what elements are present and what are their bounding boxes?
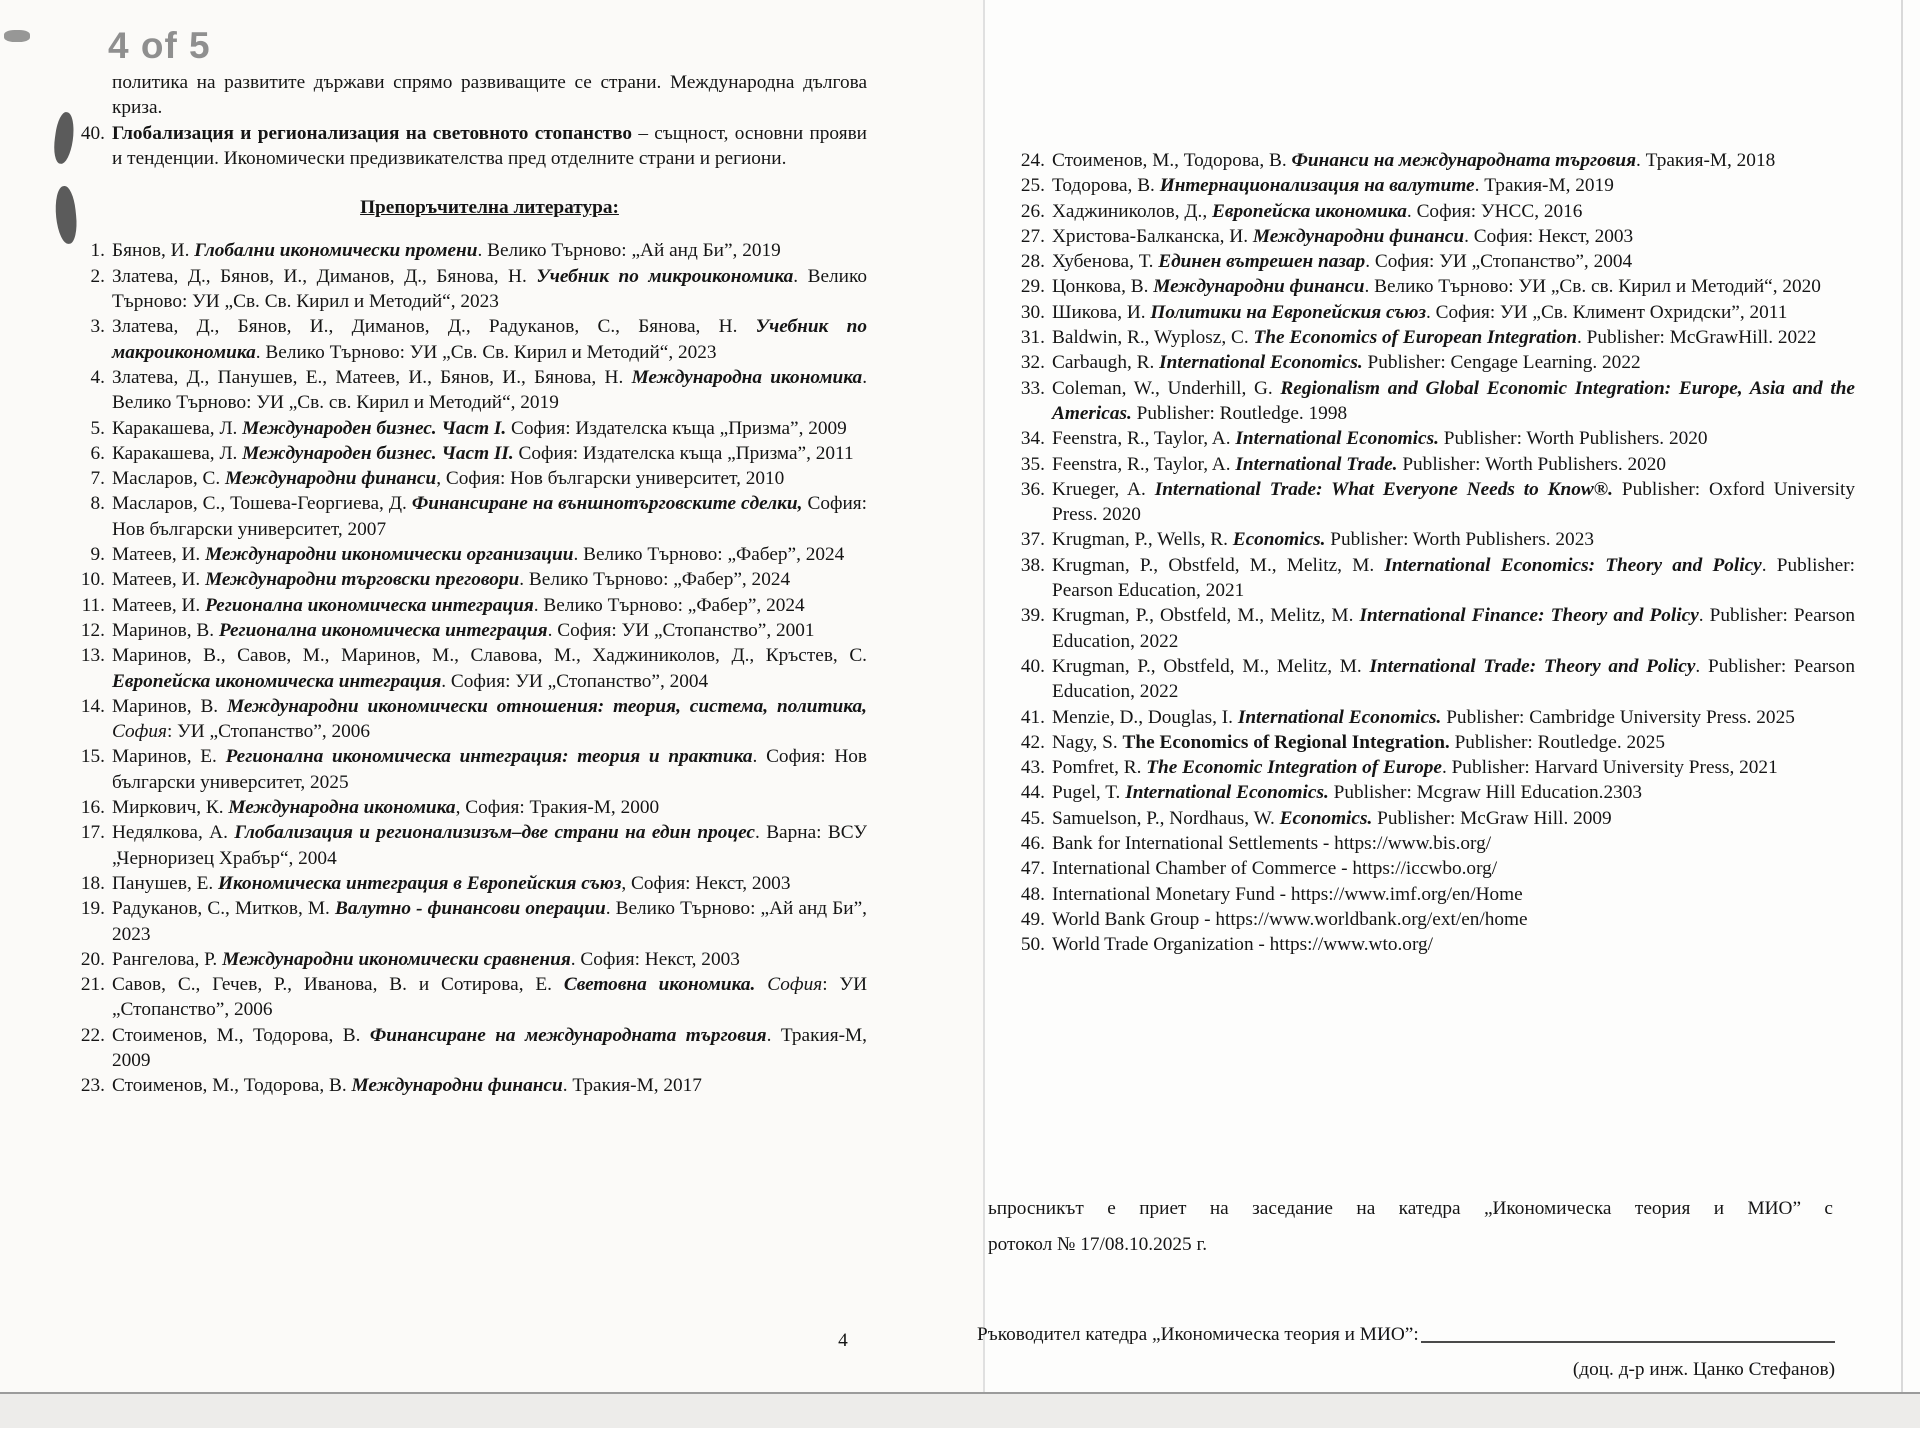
reference-text: Маринов, В. Регионална икономическа интеграция. София: УИ „Стопанство”, 2001 xyxy=(112,619,815,641)
reference-text: Шикова, И. Политики на Европейския съюз. София: УИ „Св. Климент Охридски”, 2011 xyxy=(1052,301,1788,323)
reference-text: Carbaugh, R. International Economics. Publisher: Cengage Learning. 2022 xyxy=(1052,352,1641,374)
reference-number: 50. xyxy=(1020,934,1045,956)
reference-number: 4. xyxy=(90,366,105,388)
reference-number: 20. xyxy=(80,948,105,970)
reference-item xyxy=(1015,199,1855,224)
reference-text: Krugman, P., Obstfeld, M., Melitz, M. International Economics: Theory and Policy. Publisher: Pearson Education, 2021 xyxy=(1052,554,1855,602)
reference-item xyxy=(75,871,867,896)
reference-text: Масларов, С., Тошева-Георгиева, Д. Финансиране на външнотърговските сделки, София: Нов български университет, 2007 xyxy=(112,493,868,540)
reference-item xyxy=(75,744,867,795)
reference-item xyxy=(1015,705,1855,730)
reference-number: 30. xyxy=(1020,301,1045,323)
reference-text: Савов, С., Гечев, Р., Иванова, В. и Сотирова, Е. Световна икономика. София: УИ „Стопанство”, 2006 xyxy=(112,974,868,1021)
reference-text: Масларов, С. Международни финанси, София: Нов български университет, 2010 xyxy=(112,468,785,490)
reference-number: 7. xyxy=(90,468,105,490)
signature-label: Ръководител катедра „Икономическа теория и МИО”: xyxy=(977,1324,1419,1345)
reference-number: 6. xyxy=(90,442,105,464)
reference-number: 35. xyxy=(1020,453,1045,475)
page-right xyxy=(1015,148,1855,958)
reference-item xyxy=(1015,300,1855,325)
page-left xyxy=(75,70,867,1099)
topic-number: 40. xyxy=(80,122,105,144)
reference-number: 34. xyxy=(1020,428,1045,450)
approval-note-line2: ротокол № 17/08.10.2025 г. xyxy=(988,1234,1208,1256)
reference-number: 42. xyxy=(1020,731,1045,753)
reference-number: 23. xyxy=(80,1075,105,1097)
literature-heading: Препоръчителна литература: xyxy=(360,197,619,219)
reference-text: Стоименов, М., Тодорова, В. Финансиране на международната търговия. Тракия-М, 2009 xyxy=(112,1024,868,1071)
reference-number: 40. xyxy=(1020,655,1045,677)
reference-item xyxy=(1015,603,1855,654)
reference-item xyxy=(75,542,867,567)
reference-number: 32. xyxy=(1020,352,1045,374)
reference-text: Златева, Д., Панушев, Е., Матеев, И., Бянов, И., Бянова, Н. Международна икономика. Велико Търново: УИ „Св. св. Кирил и Методий“, 2019 xyxy=(112,366,868,414)
reference-number: 1. xyxy=(90,240,105,262)
reference-item xyxy=(75,238,867,263)
reference-number: 48. xyxy=(1020,883,1045,905)
reference-item xyxy=(1015,907,1855,932)
signature-name: (доц. д-р инж. Цанко Стефанов) xyxy=(1572,1359,1835,1381)
reference-number: 27. xyxy=(1020,225,1045,247)
reference-text: Krugman, P., Obstfeld, M., Melitz, M. International Finance: Theory and Policy. Publisher: Pearson Education, 2022 xyxy=(1052,605,1855,652)
reference-text: Маринов, В., Савов, М., Маринов, М., Славова, М., Хаджиниколов, Д., Кръстев, С. Европейска икономическа интеграция. София: УИ „Стопанство”, 2004 xyxy=(112,645,867,692)
reference-item xyxy=(1015,527,1855,552)
reference-text: Pomfret, R. The Economic Integration of Europe. Publisher: Harvard University Press, 2021 xyxy=(1052,757,1778,779)
reference-text: Маринов, В. Международни икономически отношения: теория, система, политика, София: УИ „Стопанство”, 2006 xyxy=(112,695,867,743)
reference-text: Pugel, T. International Economics. Publisher: Mcgraw Hill Education.2303 xyxy=(1052,782,1643,804)
reference-text: Христова-Балканска, И. Международни финанси. София: Некст, 2003 xyxy=(1052,225,1634,247)
reference-number: 43. xyxy=(1020,757,1045,779)
reference-list-right xyxy=(1015,148,1855,958)
reference-item xyxy=(1015,477,1855,528)
reference-text: Стоименов, М., Тодорова, В. Финанси на международната търговия. Тракия-М, 2018 xyxy=(1052,150,1776,171)
reference-number: 47. xyxy=(1020,858,1045,880)
reference-number: 14. xyxy=(80,695,105,717)
approval-note-line1: ьпросникът е приет на заседание на катедра „Икономическа теория и МИО” с xyxy=(988,1198,1833,1219)
reference-number: 5. xyxy=(90,417,105,439)
signature-block xyxy=(977,1322,1835,1383)
reference-number: 36. xyxy=(1020,478,1045,500)
reference-item xyxy=(1015,755,1855,780)
reference-list-left xyxy=(75,238,867,1098)
reference-item xyxy=(75,264,867,315)
reference-text: Матеев, И. Международни икономически организации. Велико Търново: „Фабер”, 2024 xyxy=(112,544,845,566)
reference-number: 8. xyxy=(90,493,105,515)
topic-40 xyxy=(75,121,867,172)
reference-number: 17. xyxy=(80,822,105,844)
reference-number: 49. xyxy=(1020,908,1045,930)
reference-number: 38. xyxy=(1020,554,1045,576)
reference-number: 24. xyxy=(1020,150,1045,171)
reference-item xyxy=(75,441,867,466)
reference-text: Samuelson, P., Nordhaus, W. Economics. Publisher: McGraw Hill. 2009 xyxy=(1052,807,1612,829)
reference-number: 16. xyxy=(80,797,105,819)
reference-item xyxy=(1015,350,1855,375)
reference-text: Радуканов, С., Митков, М. Валутно - финансови операции. Велико Търново: „Ай анд Би”, 2023 xyxy=(112,898,867,945)
reference-number: 29. xyxy=(1020,276,1045,298)
reference-item xyxy=(75,466,867,491)
reference-text: World Trade Organization - https://www.wto.org/ xyxy=(1052,934,1434,956)
reference-item xyxy=(75,643,867,694)
reference-item xyxy=(75,618,867,643)
reference-item xyxy=(75,365,867,416)
reference-text: Feenstra, R., Taylor, A. International Trade. Publisher: Worth Publishers. 2020 xyxy=(1052,453,1667,475)
scan-artifact-mark xyxy=(4,30,30,42)
reference-item xyxy=(75,694,867,745)
reference-item xyxy=(75,795,867,820)
reference-item xyxy=(1015,376,1855,427)
reference-text: Krueger, A. International Trade: What Everyone Needs to Know®. Publisher: Oxford University Press. 2020 xyxy=(1052,478,1855,526)
reference-item xyxy=(1015,148,1855,173)
topic-40-text: Глобализация и регионализация на световното стопанство – същност, основни прояви и тенденции. Икономически предизвикателства пред отделните страни и региони. xyxy=(112,122,867,169)
reference-item xyxy=(1015,452,1855,477)
reference-item xyxy=(1015,831,1855,856)
reference-text: Златева, Д., Бянов, И., Диманов, Д., Бянова, Н. Учебник по микроикономика. Велико Търново: УИ „Св. Св. Кирил и Методий“, 2023 xyxy=(112,265,867,313)
reference-number: 25. xyxy=(1020,175,1045,197)
reference-item xyxy=(1015,882,1855,907)
reference-text: Златева, Д., Бянов, И., Диманов, Д., Радуканов, С., Бянова, Н. Учебник по макроикономика. Велико Търново: УИ „Св. Св. Кирил и Методий“, 2023 xyxy=(112,316,867,363)
page-number: 4 xyxy=(838,1330,848,1351)
reference-item xyxy=(1015,730,1855,755)
reference-item xyxy=(75,820,867,871)
reference-item xyxy=(1015,553,1855,604)
scanner-edge-bottom xyxy=(0,1392,1920,1428)
reference-number: 10. xyxy=(80,569,105,591)
reference-text: Хубенова, Т. Единен вътрешен пазар. София: УИ „Стопанство”, 2004 xyxy=(1052,251,1633,273)
reference-number: 19. xyxy=(80,898,105,920)
reference-item xyxy=(75,593,867,618)
reference-item xyxy=(75,491,867,542)
reference-item xyxy=(1015,856,1855,881)
reference-number: 3. xyxy=(90,316,105,338)
reference-number: 41. xyxy=(1020,706,1045,728)
reference-number: 33. xyxy=(1020,377,1045,399)
reference-number: 26. xyxy=(1020,200,1045,222)
reference-number: 44. xyxy=(1020,782,1045,804)
reference-text: Krugman, P., Obstfeld, M., Melitz, M. International Trade: Theory and Policy. Publisher: Pearson Education, 2022 xyxy=(1052,655,1855,703)
reference-text: Menzie, D., Douglas, I. International Economics. Publisher: Cambridge University Press. 2025 xyxy=(1052,706,1795,728)
page-seam-line xyxy=(983,0,985,1392)
reference-text: Krugman, P., Wells, R. Economics. Publisher: Worth Publishers. 2023 xyxy=(1052,529,1594,551)
reference-text: Матеев, И. Международни търговски преговори. Велико Търново: „Фабер”, 2024 xyxy=(112,569,791,591)
reference-number: 37. xyxy=(1020,529,1045,551)
page-indicator: 4 of 5 xyxy=(108,25,211,66)
reference-item xyxy=(1015,274,1855,299)
reference-item xyxy=(75,896,867,947)
reference-text: Тодорова, В. Интернационализация на валутите. Тракия-М, 2019 xyxy=(1052,175,1614,197)
reference-item xyxy=(1015,173,1855,198)
reference-text: Хаджиниколов, Д., Европейска икономика. София: УНСС, 2016 xyxy=(1052,200,1583,222)
reference-item xyxy=(75,947,867,972)
reference-text: Матеев, И. Регионална икономическа интеграция. Велико Търново: „Фабер”, 2024 xyxy=(112,594,805,616)
reference-item xyxy=(1015,932,1855,957)
reference-item xyxy=(75,972,867,1023)
reference-text: Маринов, Е. Регионална икономическа интеграция: теория и практика. София: Нов български университет, 2025 xyxy=(112,746,867,793)
reference-number: 28. xyxy=(1020,251,1045,273)
reference-text: Feenstra, R., Taylor, A. International Economics. Publisher: Worth Publishers. 2020 xyxy=(1052,428,1708,450)
reference-text: Coleman, W., Underhill, G. Regionalism and Global Economic Integration: Europe, Asia and the Americas. Publisher: Routledge. 1998 xyxy=(1052,377,1855,424)
reference-item xyxy=(1015,249,1855,274)
reference-number: 31. xyxy=(1020,327,1045,349)
reference-item xyxy=(1015,780,1855,805)
reference-item xyxy=(1015,325,1855,350)
reference-number: 22. xyxy=(80,1024,105,1046)
reference-item xyxy=(1015,224,1855,249)
reference-number: 9. xyxy=(90,544,105,566)
reference-number: 2. xyxy=(90,265,105,287)
signature-underline xyxy=(1421,1341,1835,1343)
reference-number: 39. xyxy=(1020,605,1045,627)
reference-text: Baldwin, R., Wyplosz, C. The Economics of European Integration. Publisher: McGrawHill. 2022 xyxy=(1052,327,1817,349)
reference-item xyxy=(75,314,867,365)
reference-number: 13. xyxy=(80,645,105,667)
reference-number: 15. xyxy=(80,746,105,768)
reference-item xyxy=(75,416,867,441)
reference-text: International Monetary Fund - https://www.imf.org/en/Home xyxy=(1052,883,1523,905)
reference-text: Панушев, Е. Икономическа интеграция в Европейския съюз, София: Некст, 2003 xyxy=(112,872,791,894)
reference-text: Стоименов, М., Тодорова, В. Международни финанси. Тракия-М, 2017 xyxy=(112,1075,702,1097)
reference-item xyxy=(1015,654,1855,705)
reference-number: 46. xyxy=(1020,833,1045,855)
reference-text: Каракашева, Л. Международен бизнес. Част I. София: Издателска къща „Призма”, 2009 xyxy=(112,417,847,439)
reference-item xyxy=(1015,806,1855,831)
reference-text: Nagy, S. The Economics of Regional Integration. Publisher: Routledge. 2025 xyxy=(1052,731,1666,753)
reference-text: Каракашева, Л. Международен бизнес. Част II. София: Издателска къща „Призма”, 2011 xyxy=(112,442,854,464)
reference-text: Bank for International Settlements - https://www.bis.org/ xyxy=(1052,833,1492,855)
reference-text: World Bank Group - https://www.worldbank.org/ext/en/home xyxy=(1052,908,1528,930)
reference-text: Цонкова, В. Международни финанси. Велико Търново: УИ „Св. св. Кирил и Методий“, 2020 xyxy=(1052,276,1821,298)
reference-number: 12. xyxy=(80,619,105,641)
reference-number: 45. xyxy=(1020,807,1045,829)
topic-continuation-text: политика на развитите държави спрямо развиващите се страни. Международна дългова криза. xyxy=(112,72,867,119)
reference-number: 18. xyxy=(80,872,105,894)
reference-text: Миркович, К. Международна икономика, София: Тракия-М, 2000 xyxy=(112,797,660,819)
reference-text: International Chamber of Commerce - https://iccwbo.org/ xyxy=(1052,858,1498,880)
reference-item xyxy=(75,1073,867,1098)
reference-number: 11. xyxy=(81,594,105,616)
reference-text: Недялкова, А. Глобализация и регионализизъм–две страни на един процес. Варна: ВСУ „Черноризец Храбър“, 2004 xyxy=(112,822,867,869)
reference-text: Рангелова, Р. Международни икономически сравнения. София: Некст, 2003 xyxy=(112,948,740,970)
reference-item xyxy=(1015,426,1855,451)
approval-note xyxy=(988,1196,1833,1258)
reference-item xyxy=(75,1023,867,1074)
reference-text: Бянов, И. Глобални икономически промени. Велико Търново: „Ай анд Би”, 2019 xyxy=(112,240,781,262)
reference-item xyxy=(75,567,867,592)
scan-right-edge-line xyxy=(1901,0,1903,1392)
reference-number: 21. xyxy=(80,974,105,996)
